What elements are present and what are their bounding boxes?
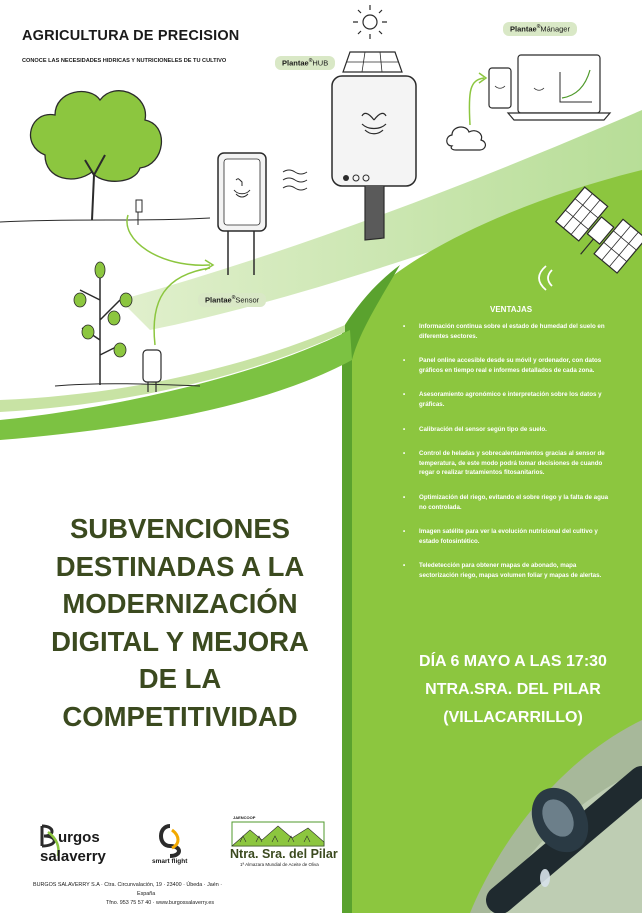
bullet-icon: •: [403, 493, 406, 501]
ventajas-title: VENTAJAS: [490, 305, 533, 314]
small-sensor-icon: [136, 200, 142, 225]
event-date: DÍA 6 MAYO A LAS 17:30: [419, 653, 607, 670]
ventaja-item: • Asesoramiento agronómico e interpretación sobre los datos y gráficas.: [403, 391, 602, 408]
headline-line: COMPETITIVIDAD: [62, 700, 298, 732]
burgos-logo-line1: urgos: [58, 829, 100, 846]
laptop-icon: [508, 55, 610, 120]
headline-line: SUBVENCIONES: [69, 513, 291, 544]
headline: [30, 510, 330, 735]
bullet-icon: •: [403, 425, 406, 433]
pilar-logo-mark: [232, 822, 324, 846]
ventajas-list: [400, 322, 612, 596]
smartflight-logo-text: smart flight: [152, 858, 188, 865]
ventaja-item: • Optimización del riego, evitando el sobre riego y la falta de agua no controlada.: [403, 493, 609, 511]
ventaja-item: • Control de heladas y sobrecalentamientos gracias al sensor de temperatura, de este modo podrá tomar decisiones de cuando regar o realizar tratamientos fitosanitarios.: [403, 450, 605, 477]
ventaja-item: • Calibración del sensor según tipo de suelo.: [403, 425, 547, 433]
tree-icon: [0, 91, 210, 222]
phone-icon: [489, 68, 511, 108]
headline-line: DE LA: [138, 663, 222, 694]
footer-contact: Tfno. 953 75 57 40 · www.burgossalaverry.es: [106, 900, 215, 906]
bullet-icon: •: [403, 357, 406, 365]
pilar-logo-name: Ntra. Sra. del Pilar: [230, 847, 338, 861]
ventaja-item: • Teledetección para obtener mapas de abonado, mapa sectorización riego, mapas volumen foliar y mapas de alertas.: [403, 562, 602, 579]
event-info: [378, 648, 642, 732]
ventaja-item: • Imagen satélite para ver la evolución nutricional del cultivo y estado fotosintético.: [403, 528, 598, 545]
pilar-logo-top: JAENCOOP: [233, 815, 256, 820]
sensor-label: Plantae®Sensor: [198, 293, 266, 307]
event-venue: NTRA.SRA. DEL PILAR: [425, 681, 601, 698]
manager-label: Plantae®Mánager: [503, 22, 577, 36]
cloud-icon: [447, 127, 486, 150]
ventaja-item: • Información continua sobre el estado de humedad del suelo en diferentes sectores.: [403, 323, 605, 340]
bullet-icon: •: [403, 450, 406, 458]
plantae-sensor-device-icon: [218, 153, 266, 275]
bullet-icon: •: [403, 323, 406, 330]
headline-line: DIGITAL Y MEJORA: [51, 625, 309, 657]
headline-line: MODERNIZACIÓN: [62, 588, 298, 619]
page-subtitle: CONOCE LAS NECESIDADES HIDRICAS Y NUTRICIONELES DE TU CULTIVO: [22, 58, 227, 64]
headline-line: DESTINADAS A LA: [55, 550, 305, 582]
ventaja-item: • Panel online accesible desde su móvil y ordenador, con datos gráficos en tiempo real e informes detallados de cada zona.: [403, 357, 602, 374]
bullet-icon: •: [403, 391, 406, 399]
smartflight-logo-mark: [161, 826, 179, 856]
footer-country: España: [137, 891, 156, 897]
hub-label: Plantae®HUB: [275, 56, 335, 70]
bullet-icon: •: [403, 562, 406, 570]
pilar-logo-sub: 1ª Almazara Mundial de Aceite de Oliva: [240, 862, 319, 867]
page-title: AGRICULTURA DE PRECISION: [22, 28, 240, 44]
footer-address: BURGOS SALAVERRY S.A · Ctra. Circunvalación, 19 · 23400 · Úbeda · Jaén ·: [33, 882, 223, 888]
event-town: (VILLACARRILLO): [443, 709, 583, 726]
sun-icon: [353, 5, 387, 39]
burgos-logo-line2: salaverry: [40, 848, 106, 865]
bullet-icon: •: [403, 528, 406, 536]
solar-panel-icon: [343, 52, 402, 72]
